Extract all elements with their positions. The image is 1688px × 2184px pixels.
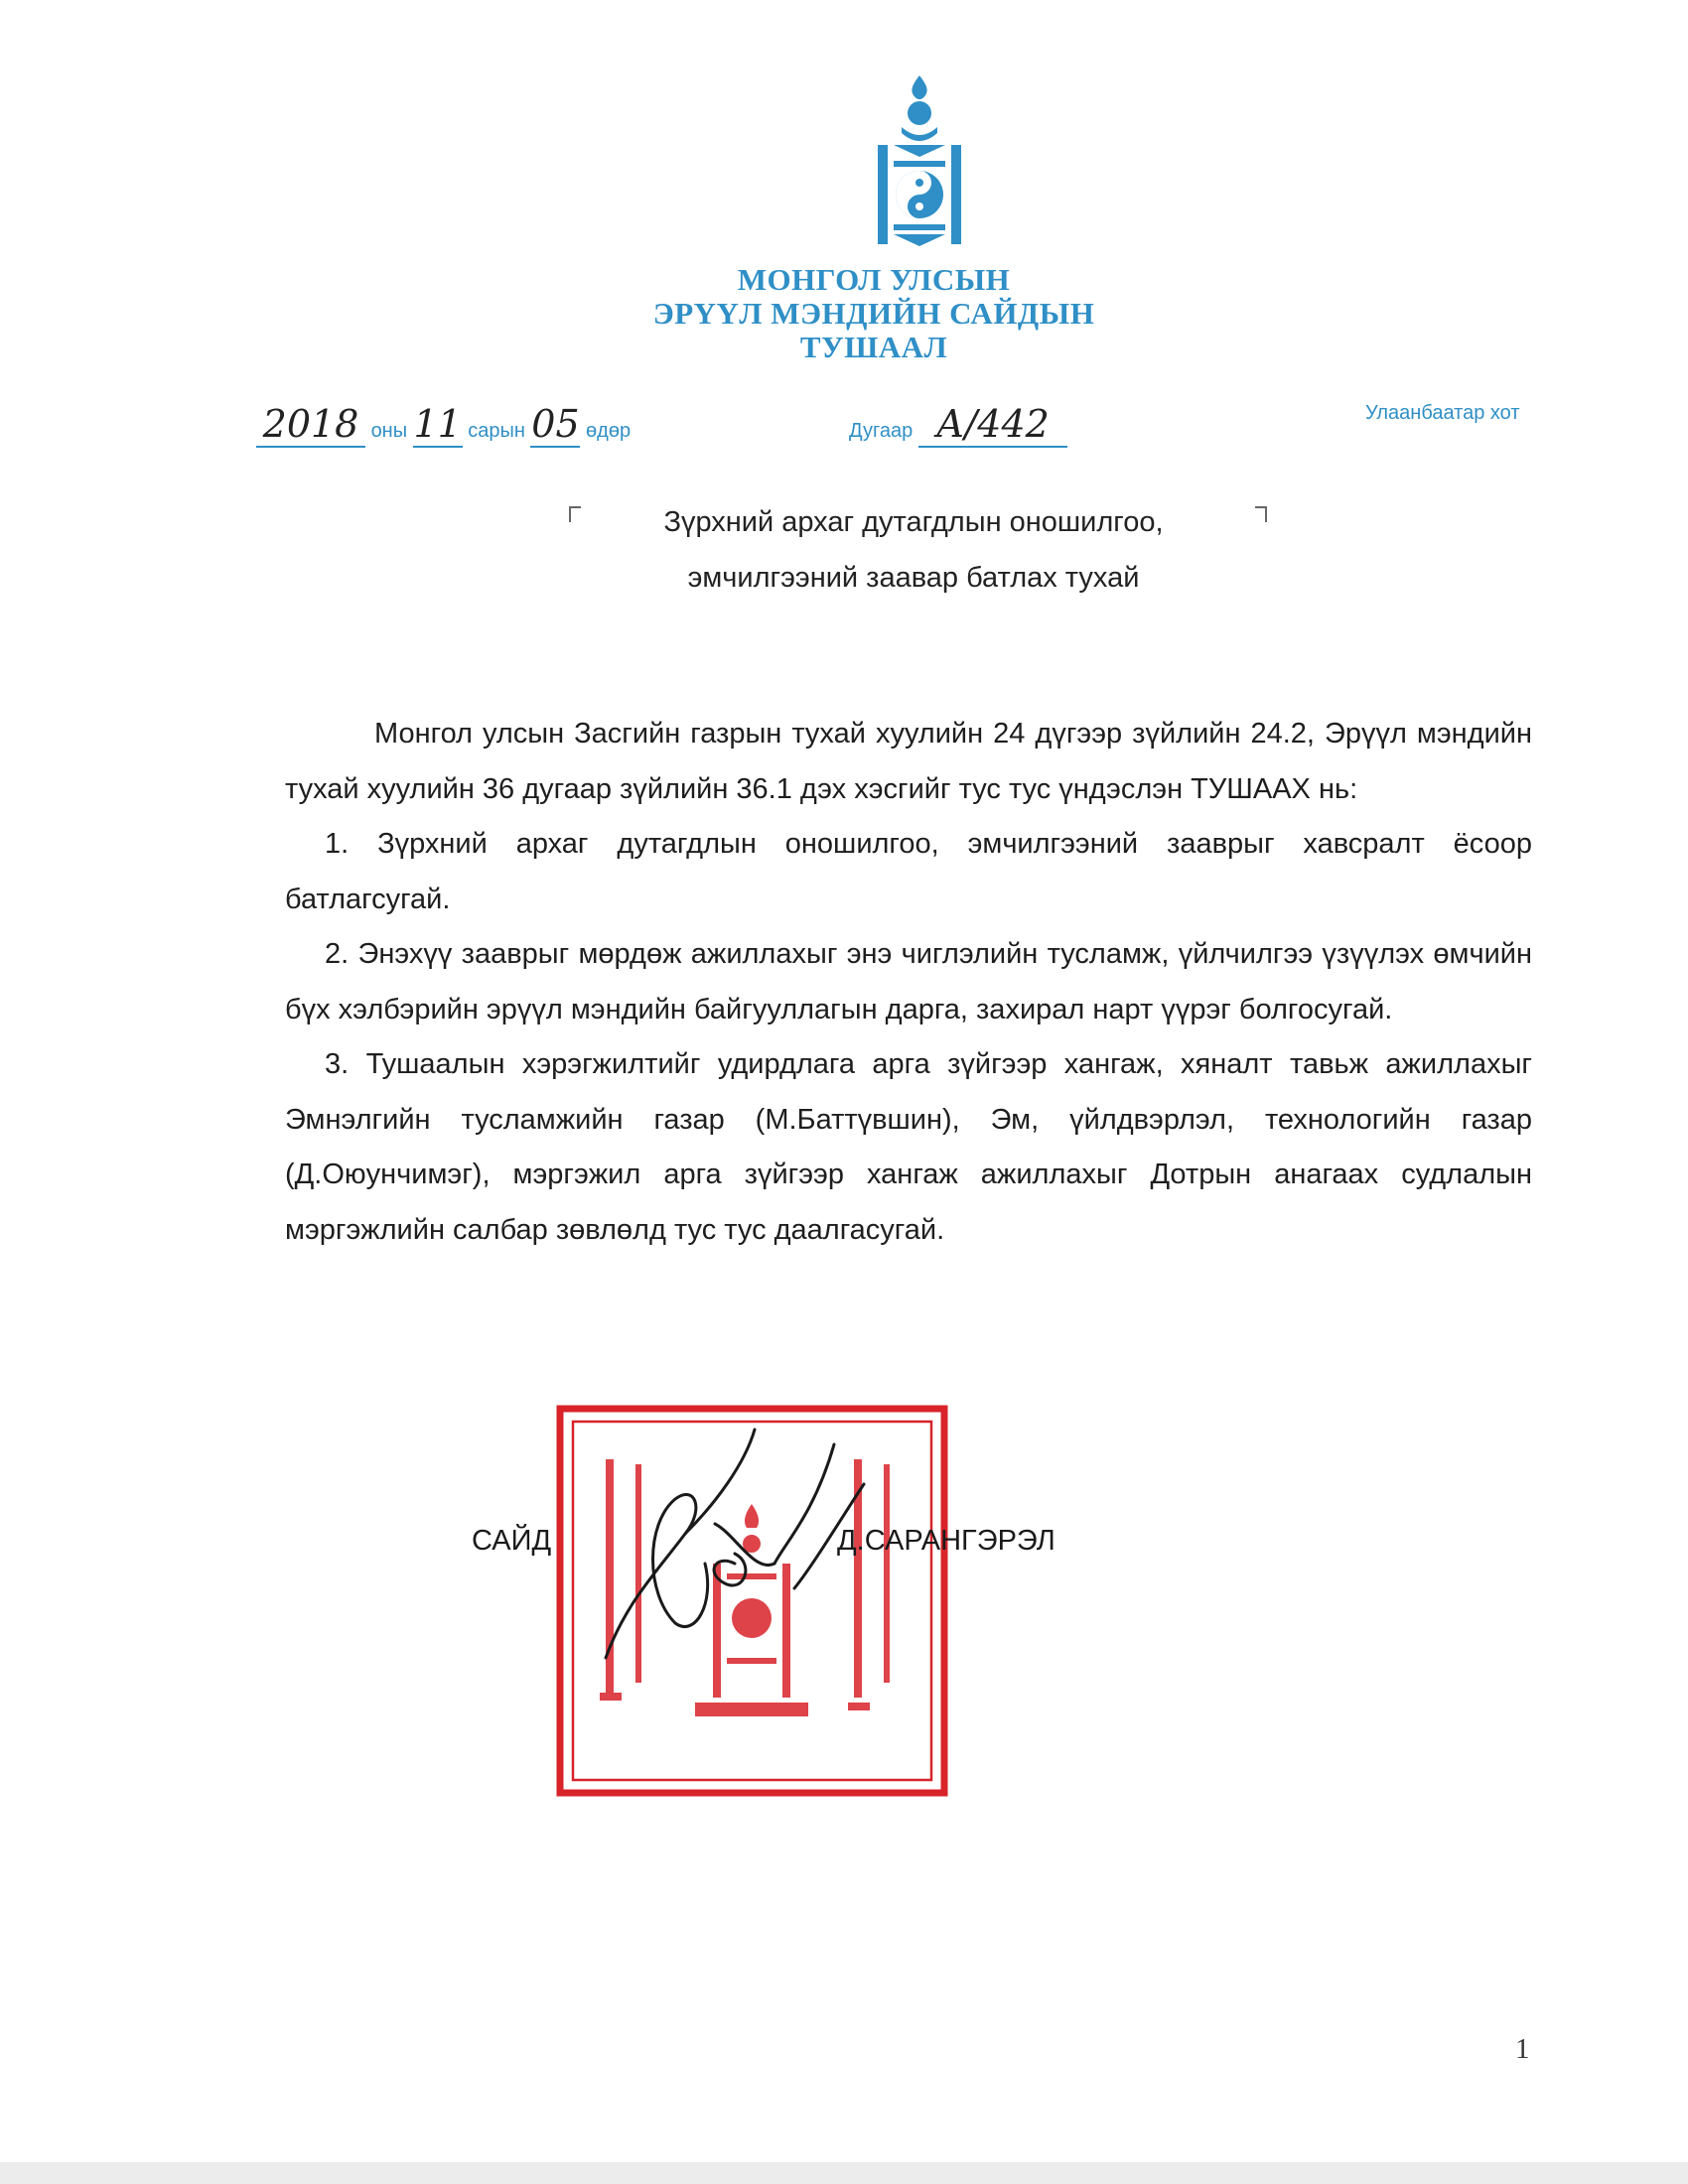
date-year: 2018: [262, 402, 359, 446]
subject-line-2: эмчилгээний заавар батлах тухай: [687, 562, 1140, 594]
order-number: [849, 402, 1067, 452]
scan-edge-shade: [0, 2162, 1688, 2184]
order-body: [285, 707, 1532, 1258]
date-day-suffix: өдөр: [586, 420, 632, 442]
title-line-order: ТУШААЛ: [799, 330, 948, 364]
date-month: 11: [413, 402, 462, 446]
signer-name: Д.САРАНГЭРЭЛ: [837, 1525, 1055, 1557]
body-intro: Монгол улсын Засгийн газрын тухай хуулийн 24 дүгээр зүйлийн 24.2, Эрүүл мэндийн тухай хуулийн 36 дугаар зүйлийн 36.1 дэх хэсгийг тус тус үндэслэн ТУШААХ нь:: [285, 718, 1532, 805]
order-subject: [596, 494, 1231, 606]
body-item-3: 3. Тушаалын хэрэгжилтийг удирдлага арга зүйгээр хангаж, хяналт тавьж ажиллахыг Эмнэлгийн тусламжийн газар (М.Баттүвшин), Эм, үйлдвэрлэл, технологийн газар (Д.Оюунчимэг), мэргэжил арга зүйгээр хангаж ажиллахыг Дотрын анагаах судлалын мэргэжлийн салбар зөвлөлд тус тус даалгасугай.: [285, 1048, 1532, 1246]
page-number: 1: [1515, 2033, 1530, 2065]
body-item-1: 1. Зүрхний архаг дутагдлын оношилгоо, эмчилгээний зааврыг хавсралт ёсоор батлагсугай.: [285, 828, 1532, 915]
order-number-value: А/442: [935, 402, 1050, 446]
order-number-label: Дугаар: [849, 420, 914, 442]
date-day: 05: [531, 402, 580, 446]
signer-title: САЙД: [472, 1525, 552, 1557]
body-item-2: 2. Энэхүү зааврыг мөрдөж ажиллахыг энэ чиглэлийн тусламж, үйлчилгээ үзүүлэх өмчийн бүх хэлбэрийн эрүүл мэндийн байгууллагын дарга, захирал нарт үүрэг болгосугай.: [285, 938, 1532, 1025]
title-line-country: МОНГОЛ УЛСЫН: [737, 262, 1011, 297]
order-date: [256, 402, 631, 452]
soyombo-emblem-icon: [870, 73, 969, 252]
order-city-label: Улаанбаатар хот: [1365, 402, 1520, 424]
ministry-title: [596, 263, 1152, 364]
subject-corner-left: [569, 506, 581, 522]
subject-line-1: Зүрхний архаг дутагдлын оношилгоо,: [663, 506, 1164, 538]
date-year-suffix: оны: [370, 420, 408, 442]
title-line-ministry: ЭРҮҮЛ МЭНДИЙН САЙДЫН: [652, 296, 1095, 331]
subject-corner-right: [1255, 506, 1267, 522]
order-city: [1365, 402, 1520, 452]
date-month-suffix: сарын: [468, 420, 525, 442]
